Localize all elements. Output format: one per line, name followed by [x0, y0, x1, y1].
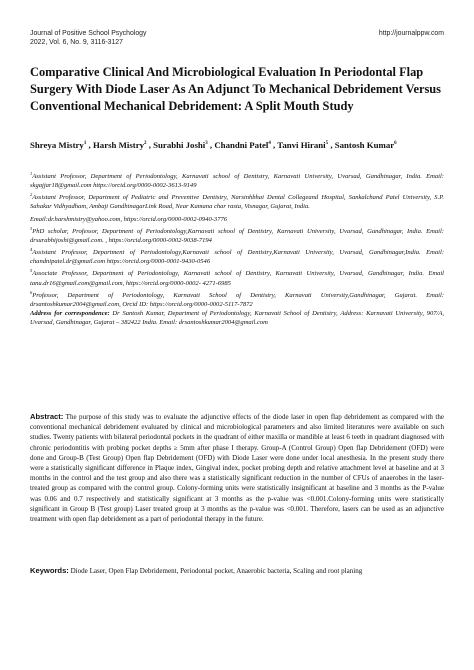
- affiliation-text: Associate Professor, Department of Periodontology, Karnavati school of Dentistry, Karnavati University, Uvarsad, Gandhinagar, India. Email tanu.dr16@gmail.com@gmail.com, https://orcid.org/0000-0002- 4271-6985: [30, 270, 444, 287]
- author-sup: 6: [394, 141, 397, 146]
- keywords-label: Keywords:: [30, 566, 69, 575]
- affiliation-text: Assistant Professor, Department of Periodontology, Karnavati school of Dentistry, Karnavati University, Uvarsad, Gandhinagar, India. Email: skgajjar18@gmail.com https://orcid.org/0000-0002-3613-9149: [30, 173, 444, 190]
- journal-volume: 2022, Vol. 6, No. 9, 3116-3127: [30, 39, 123, 47]
- keywords-text: Diode Laser, Open Flap Debridement, Periodontal pocket, Anaerobic bacteria, Scaling and root planing: [68, 567, 363, 575]
- author-name: [214, 140, 271, 150]
- keywords: [30, 566, 444, 576]
- author-sup: 2: [144, 141, 147, 146]
- author-name: [277, 140, 328, 150]
- affiliation-sup: 5: [30, 268, 33, 274]
- affiliation-item: [30, 190, 444, 211]
- affiliation-list: [30, 169, 444, 309]
- affiliation-item: [30, 212, 444, 224]
- author-name-text: Surabhi Joshi: [153, 139, 206, 150]
- affiliation-sup: 2: [30, 192, 33, 198]
- author-name-text: Tanvi Hirani: [277, 139, 326, 150]
- affiliation-item: [30, 224, 444, 245]
- affiliation-text: Assistant Professor, Department of Pediatric and Preventive Dentistry, Narsinhbhai Dental Collegeand Hospital, Sankalchand Patel University, S.P. Sahakar Vidhyadham, Ambaji GandhinagarLink Road, Near Kamana char rasta, Visnagar, Gujarat, India.: [30, 194, 444, 211]
- affiliation-sup: 6: [30, 289, 33, 295]
- affiliation-sup: 1: [30, 171, 33, 176]
- affiliation-item: [30, 266, 444, 287]
- correspondence-label: Address for correspondence:: [30, 309, 110, 317]
- correspondence-text: Dr Santosh Kumar, Department of Periodontology, Karnavati School of Dentistry, Address: Karnavati University, 907/A, Uvarsad, Gandhinagar, Gujarat – 382422 India. Email: drsantoshkumar2004@gmail.com: [30, 309, 444, 326]
- author-name-text: Chandni Patel: [214, 139, 269, 150]
- author-sup: 5: [325, 141, 329, 146]
- journal-name: Journal of Positive School Psychology: [30, 30, 147, 37]
- paper-title: Comparative Clinical And Microbiological Evaluation In Periodontal Flap Surgery With Diode Laser As An Adjunct To Mechanical Debridement Versus Conventional Mechanical Debridement: A Split Mouth Study: [30, 65, 441, 113]
- author-list: Shreya Mistry$^1$ , Harsh Mistry$^2$ , Surabhi Joshi$^3$ , Chandni Patel$^4$ , Tanvi Hirani$^5$ , Santosh Kumar$^6$: [30, 139, 397, 150]
- affiliation-sup: 4: [30, 247, 33, 253]
- abstract: [30, 412, 444, 524]
- author-name-text: Harsh Mistry: [92, 139, 145, 150]
- affiliations: [30, 169, 444, 327]
- author-sup: 1: [83, 141, 87, 146]
- affiliation-text: Professor, Department of Periodontology, Karnavati School of Dentistry, Karnavati University,Gandhinagar, Gujarat. Email: drsantoshkumar2004@gmail.com, Orcid ID: https://orcid.org/0000-0002-5117-7872: [30, 291, 444, 308]
- author-name: [153, 140, 208, 150]
- affiliation-text: Email:dr.harshmistry@yahoo.com, https://orcid.org/0000-0002-0940-3776: [30, 215, 228, 223]
- affiliation-text: PhD scholar, Professor, Department of Periodontology,Karnavati school of Dentistry, Karnavati University, Uvarsad, Gandhinagar, India. Email: drsurabhijoshi@gmail.com. , https://orcid.org/0000-0002-9038-7194: [30, 227, 444, 244]
- author-name-text: Santosh Kumar: [334, 139, 395, 150]
- abstract-label: Abstract:: [30, 412, 64, 421]
- affiliation-text: Assistant Professor, Department of Periodontology,Karnavati school of Dentistry,Karnavati University, Uvarsad, Gandhinagar,India. Email: chandnipatel.dr@gmail.com https://orcid.org/0000-0001-9430-0546: [30, 249, 444, 266]
- journal-info: [30, 29, 146, 48]
- author-name-text: Shreya Mistry: [30, 139, 84, 150]
- affiliation-item: [30, 169, 444, 190]
- correspondence: [30, 309, 444, 327]
- author-sup: 4: [268, 141, 271, 146]
- abstract-text: The purpose of this study was to evaluate the adjunctive effects of the diode laser in open flap debridement as compared with the conventional mechanical debridement evaluated by clinical and microbiological parameters and also limited literatures were available on such studies. Twenty patients with bilateral periodontal pockets in the quadrant of either maxilla or mandible at least 6 teeth in quadrant diagnosed with chronic periodontitis with probing pocket depths ≥ 5mm after phase I therapy. Group-A (Control Group) Open flap Debridement (OFD) were done and Group-B (Test Group) Open flap Debridement (OFD) with Diode Laser were done under local anesthesia. In the present study there were a statistically significant difference in Plaque index, Gingival index, pocket probing depth and relative attachment level at baseline and at 3 months in the control and the test group and also there was a statistically significant reduction in the number of CFUs of anaerobes in the laser-treated group as compared with the control group. Colony-forming units were statistically insignificant at baseline and 3 months as the P-value was 0.06 and 0.7 respectively and statistically significant at 3 months as the p-value was <0.001.Colony-forming units were statistically significant in Group B (Test group) Laser treated group at 3 months as the p-value was <0.001. Therefore, lasers can be used as an adjunctive treatment with open flap debridement as a part of periodontal therapy in the future.: [30, 413, 444, 524]
- affiliation-item: [30, 245, 444, 266]
- author-sup: 3: [205, 141, 208, 146]
- author-name: [335, 140, 397, 150]
- journal-url[interactable]: http://journalppw.com: [378, 30, 444, 37]
- author-name: [93, 140, 147, 150]
- affiliation-sup: 3: [30, 225, 33, 231]
- affiliation-item: [30, 288, 444, 309]
- author-name: [30, 140, 86, 150]
